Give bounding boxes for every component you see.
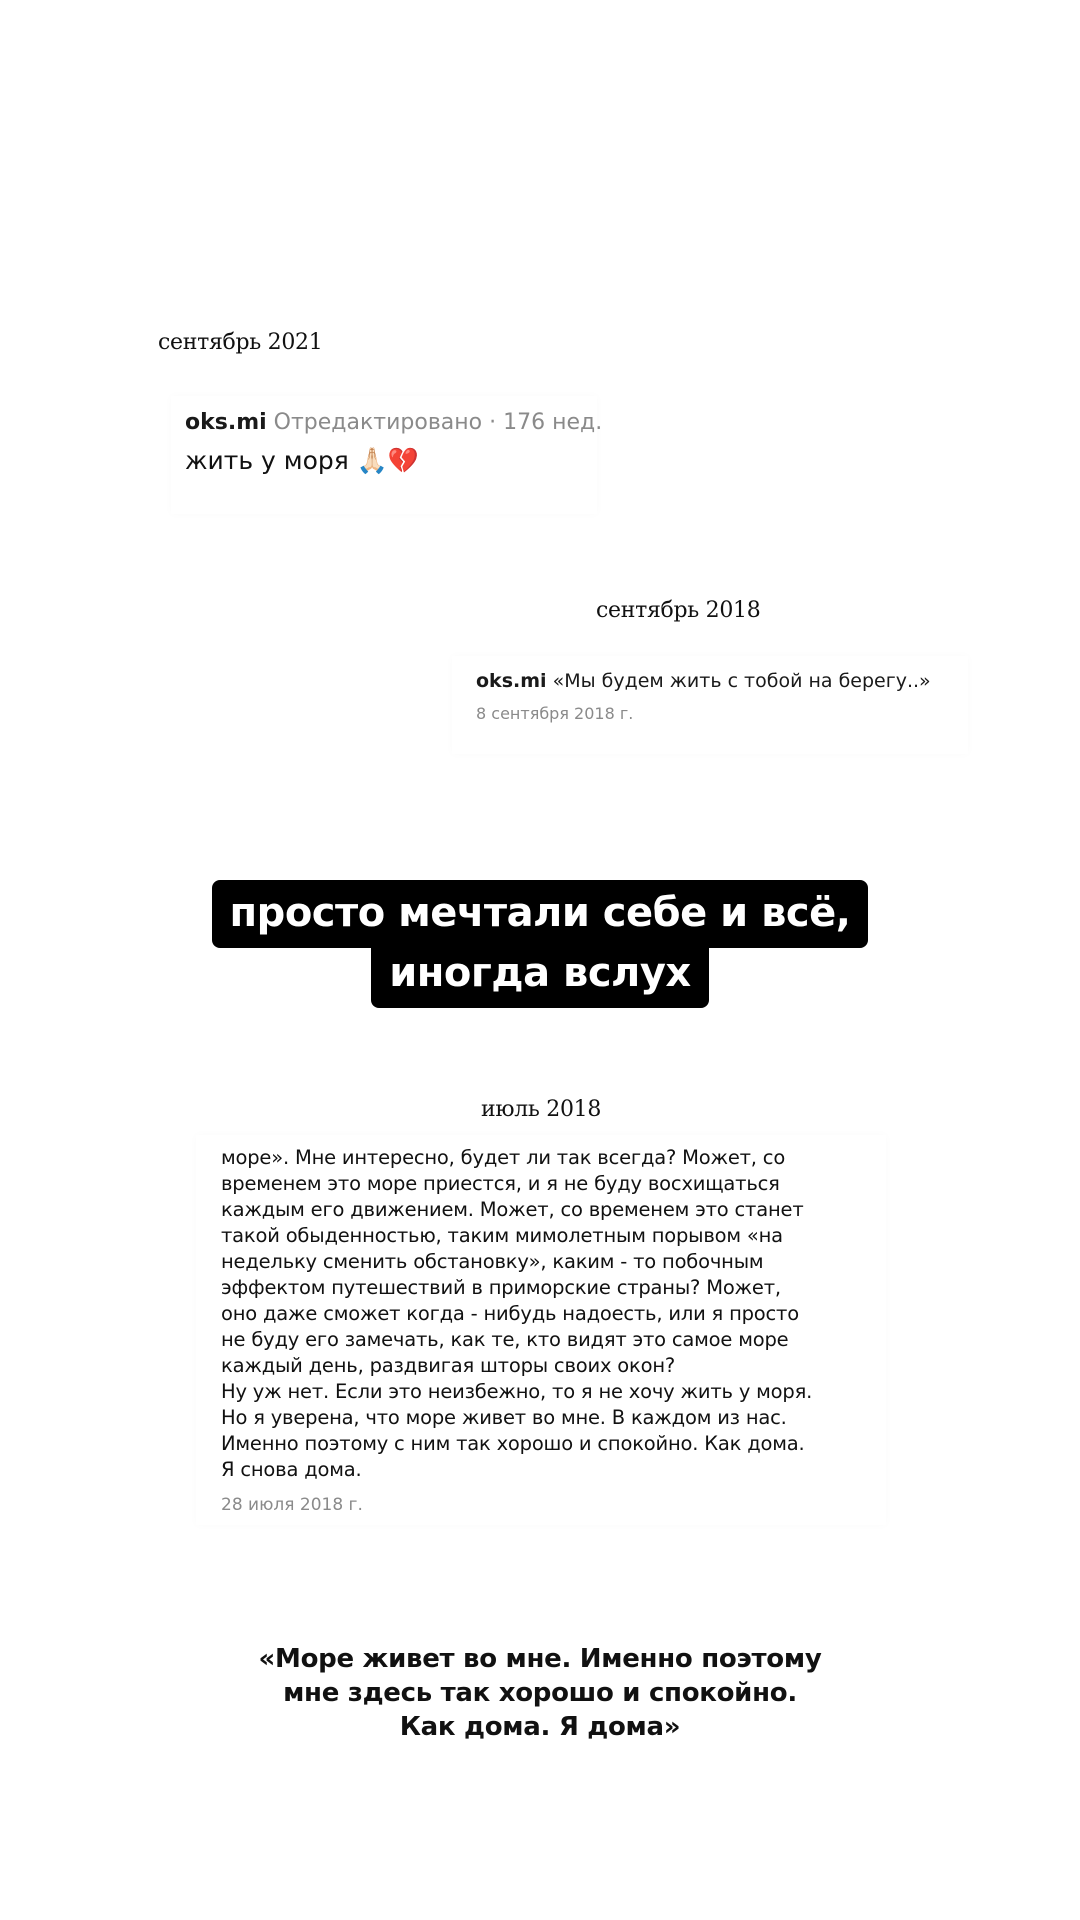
post-line: временем это море приестся, и я не буду восхищаться <box>221 1172 780 1195</box>
post-line: оно даже сможет когда - нибудь надоесть, или я просто <box>221 1302 799 1325</box>
post-date: 8 сентября 2018 г. <box>476 704 634 723</box>
closing-quote <box>0 1642 1080 1744</box>
date-label-sep-2018: сентябрь 2018 <box>596 598 761 623</box>
post-date: 28 июля 2018 г. <box>221 1495 363 1515</box>
post-header <box>476 670 931 692</box>
quote-line-2: мне здесь так хорошо и спокойно. <box>283 1678 797 1708</box>
post-text: жить у моря 🙏🏻💔 <box>185 446 420 475</box>
post-line: Именно поэтому с ним так хорошо и спокойно. Как дома. <box>221 1432 805 1455</box>
username[interactable]: oks.mi <box>476 670 547 692</box>
post-line: Ну уж нет. Если это неизбежно, то я не хочу жить у моря. <box>221 1380 813 1403</box>
banner-line-2-wrap <box>0 940 1080 1008</box>
post-line: каждый день, раздвигая шторы своих окон? <box>221 1354 676 1377</box>
post-line: Я снова дома. <box>221 1458 362 1481</box>
date-label-sep-2021: сентябрь 2021 <box>158 330 323 355</box>
post-line: не буду его замечать, как те, кто видят это самое море <box>221 1328 789 1351</box>
date-label-jul-2018: июль 2018 <box>481 1097 602 1122</box>
post-body <box>221 1145 871 1483</box>
quote-line-1: «Море живет во мне. Именно поэтому <box>258 1644 822 1674</box>
post-text: «Мы будем жить с тобой на берегу..» <box>552 670 931 692</box>
post-line: Но я уверена, что море живет во мне. В каждом из нас. <box>221 1406 787 1429</box>
banner-line-2: иногда вслух <box>371 940 708 1008</box>
post-line: такой обыденностью, таким мимолетным порывом «на <box>221 1224 783 1247</box>
quote-line-3: Как дома. Я дома» <box>399 1712 681 1742</box>
banner-line-1: просто мечтали себе и всё, <box>212 880 869 948</box>
post-card-sep-2018 <box>452 656 968 754</box>
post-card-sep-2021 <box>171 396 603 514</box>
post-line: каждым его движением. Может, со временем это станет <box>221 1198 804 1221</box>
banner-line-1-wrap <box>0 880 1080 948</box>
post-meta: Отредактировано · 176 нед. <box>273 410 603 435</box>
username[interactable]: oks.mi <box>185 410 267 435</box>
post-card-jul-2018 <box>196 1135 886 1525</box>
post-line: море». Мне интересно, будет ли так всегда? Может, со <box>221 1146 786 1169</box>
post-line: недельку сменить обстановку», каким - то побочным <box>221 1250 764 1273</box>
post-header <box>185 410 602 435</box>
post-line: эффектом путешествий в приморские страны? Может, <box>221 1276 781 1299</box>
